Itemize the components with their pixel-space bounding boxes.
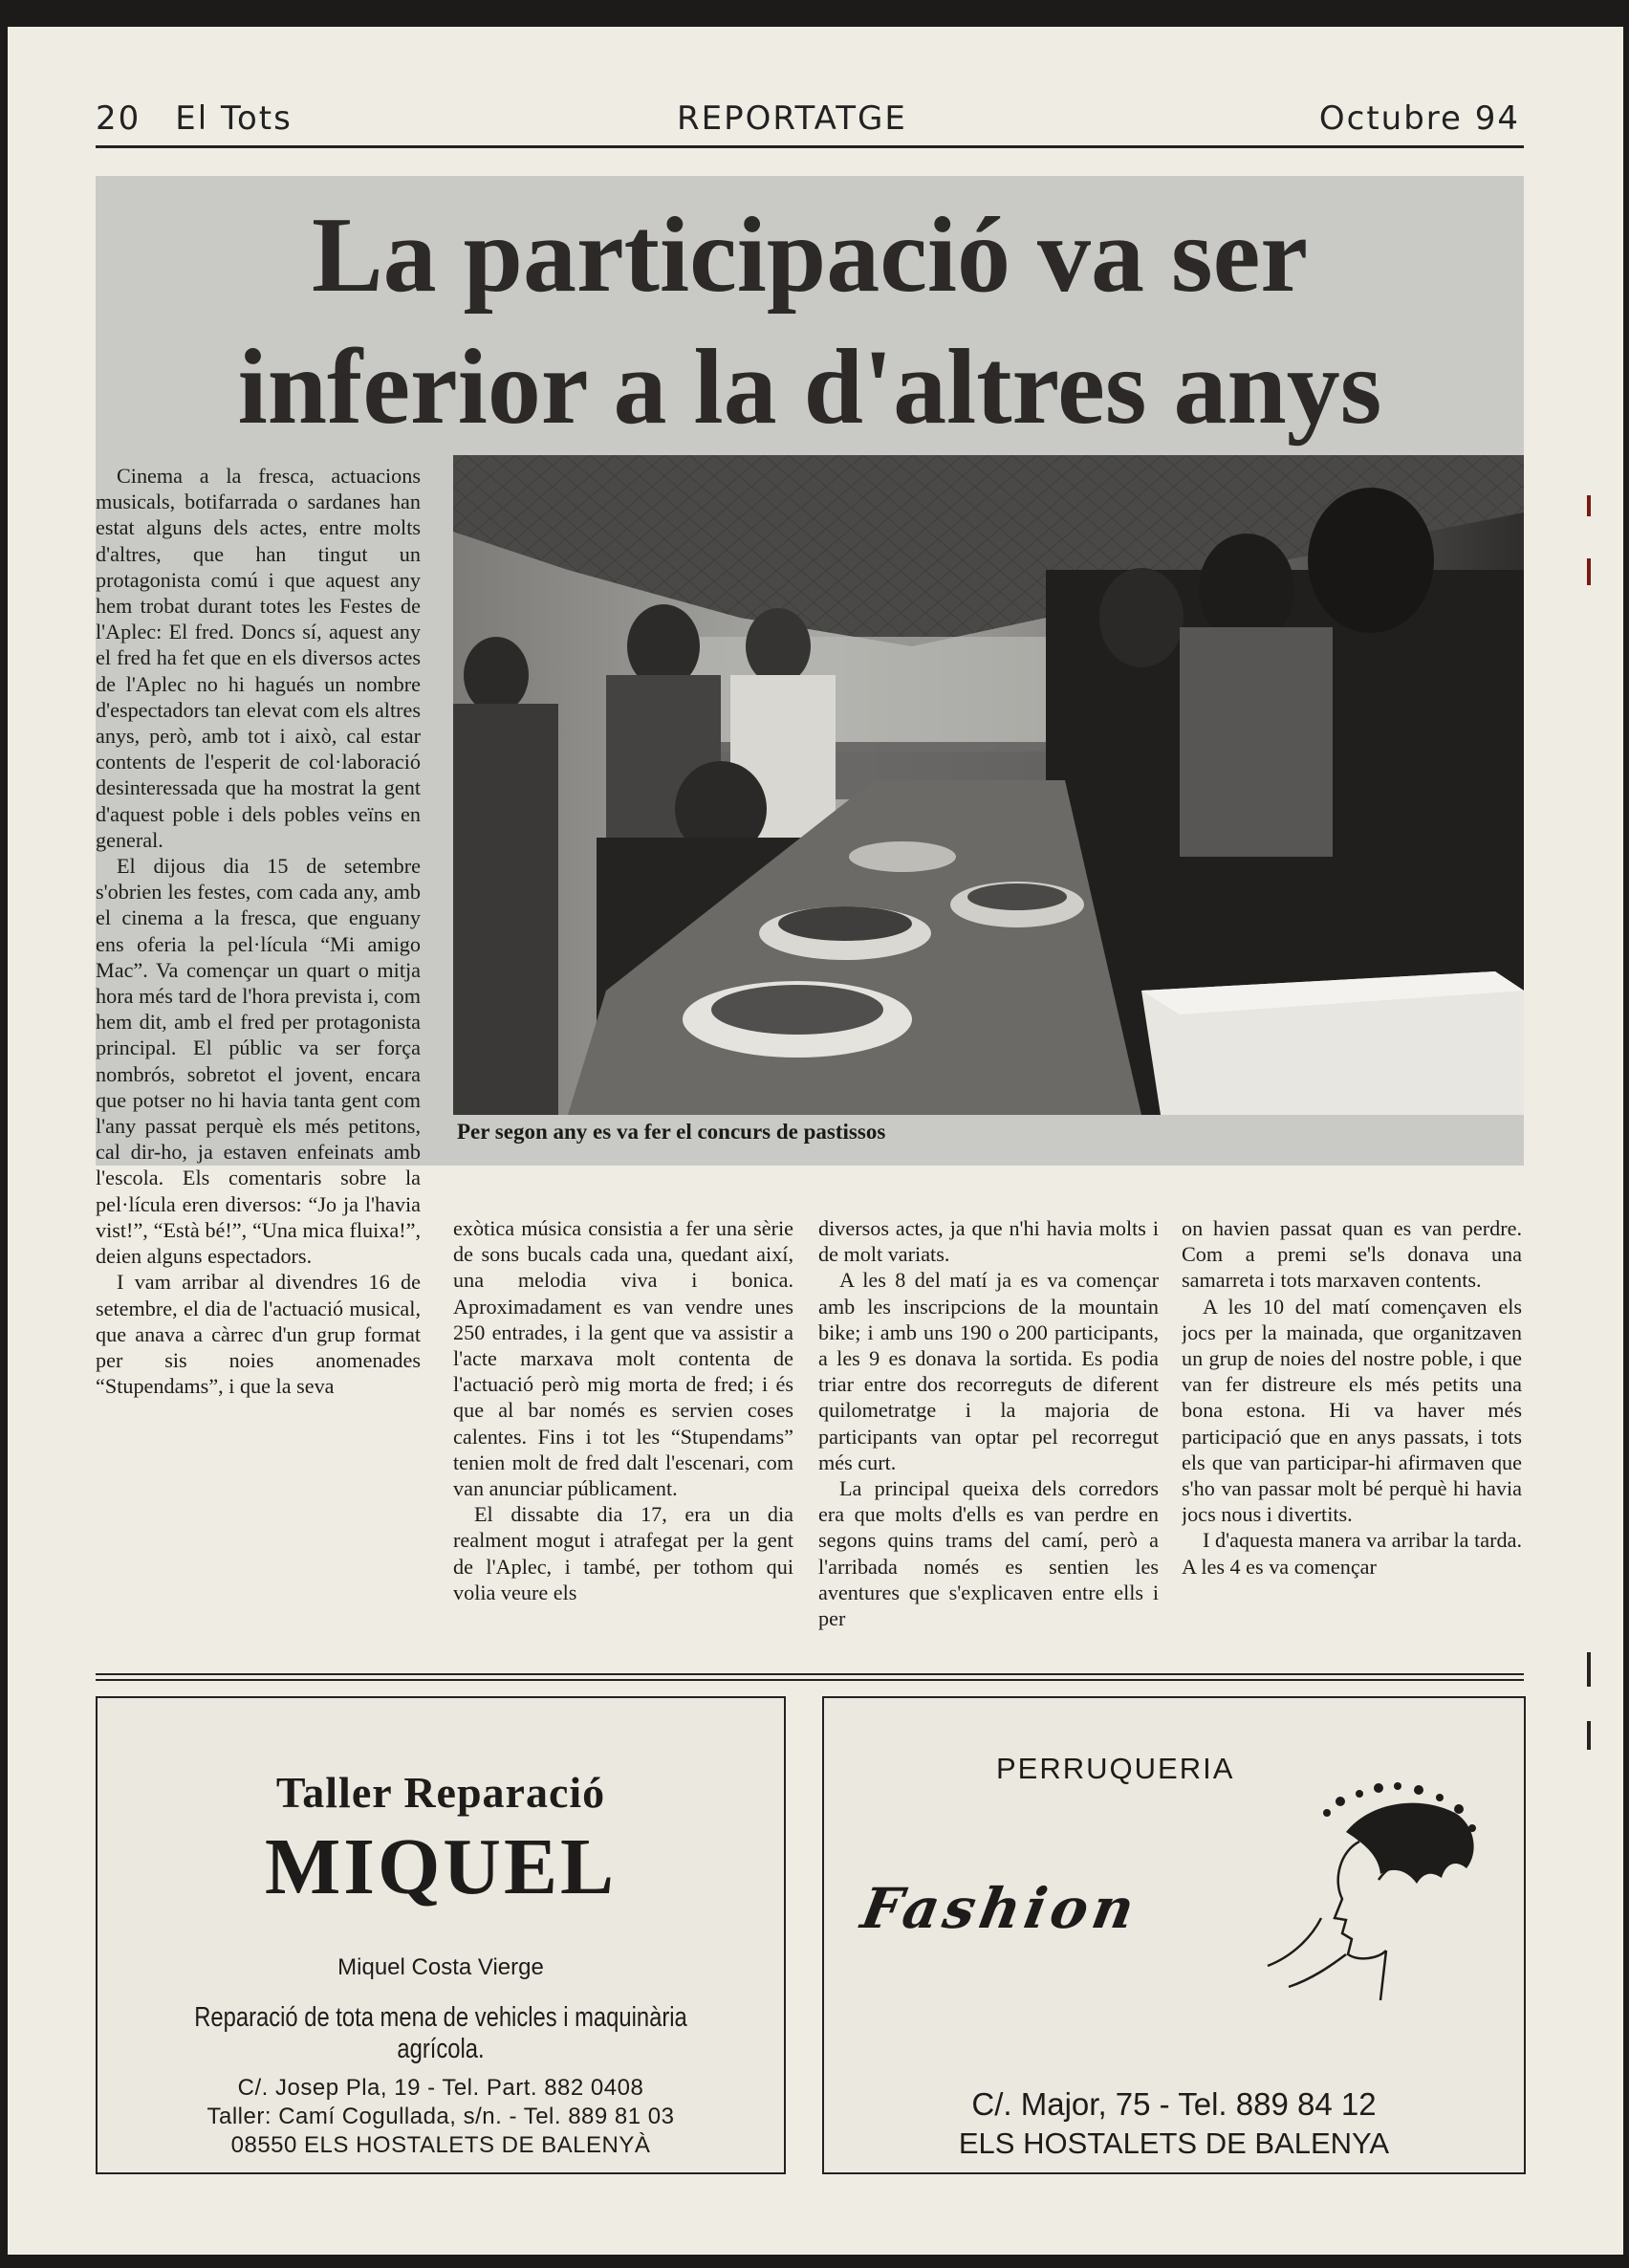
paragraph: exòtica música consistia a fer una sèrie de sons bucals cada una, quedant així, una melodia viva i bonica. Aproximadament es van vendre unes 250 entrades, i la gent que va assistir a l'acte marxava molt contenta de l'actuació però mig morta de fred; i és que al bar només es servien coses calentes. Fins i tot les “Stupendams” tenien molt de fred dalt l'escenari, com van anunciar públicament. [453,1216,793,1501]
paragraph: La principal queixa dels corredors era que molts d'ells es van perdre en segons quins trams del camí, però a l'arribada només es sentien les aventures que s'explicaven entre ells i per [818,1476,1159,1631]
paragraph: El dijous dia 15 de setembre s'obrien les festes, com cada any, amb el cinema a la fresca, que enguany ens oferia la pel·lícula “Mi amigo Mac”. Va començar un quart o mitja hora més tard de l'hora prevista i, com hem dit, amb el fred per protagonista principal. El públic va ser força nombrós, sobretot el jovent, encara que potser no hi havia tanta gent com l'any passat perquè els més petitons, cal dir-ho, ja estaven enfeinats amb l'escola. Els comentaris sobre la pel·lícula eren diversos: “Jo ja l'havia vist!”, “Està bé!”, “Una mica fluixa!”, deien alguns espectadors. [96,854,421,1269]
ads-divider [96,1679,1524,1681]
paragraph: diversos actes, ja que n'hi havia molts i de molt variats. [818,1216,1159,1267]
ad-business-name: MIQUEL [264,1822,618,1911]
ads-divider [96,1673,1524,1675]
paragraph: I vam arribar al divendres 16 de setembre, el dia de l'actuació musical, que anava a càrrec d'un grup format per sis noies anomenades “Stupendams”, i que la seva [96,1270,421,1399]
article-column-4 [1182,1215,1522,1674]
binder-mark [1587,558,1591,585]
ad-title: Taller Reparació [275,1768,606,1817]
headline-line-1: La participació va ser [311,196,1309,315]
ad-address-line: Taller: Camí Cogullada, s/n. - Tel. 889 81 03 [206,2104,675,2129]
ad-tagline: Reparació de tota mena de vehicles i maquinària agrícola. [194,2002,687,2064]
paragraph: El dissabte dia 17, era un dia realment mogut i atrafegat per la gent de l'Aplec, i també, per tothom qui volia veure els [453,1502,793,1604]
header-rule [96,145,1524,148]
article-column-1 [96,463,421,1648]
woman-profile-logo-icon [1254,1775,1484,2004]
ad-address-line: C/. Major, 75 - Tel. 889 84 12 [971,2086,1377,2122]
binder-mark [1587,1721,1591,1750]
ad-address-line: C/. Josep Pla, 19 - Tel. Part. 882 0408 [237,2075,644,2101]
paragraph: A les 8 del matí ja es va començar amb les inscripcions de la mountain bike; i amb uns 190 o 200 participants, a les 9 es donava la sortida. Es podia triar entre dos recorreguts de diferent quilometratge i la majoria de participants van optar pel recorregut més curt. [818,1268,1159,1474]
ad-address-line: 08550 ELS HOSTALETS DE BALENYÀ [230,2132,651,2158]
headline-line-2: inferior a la d'altres anys [237,328,1382,447]
photo-caption: Per segon any es va fer el concurs de pastissos [457,1120,886,1144]
paragraph: Cinema a la fresca, actuacions musicals, botifarrada o sardanes han estat alguns dels actes, entre molts d'altres, que han tingut un protagonista comú i que aquest any hem trobat durant totes les Festes de l'Aplec: El fred. Doncs sí, aquest any el fred ha fet que en els diversos actes de l'Aplec no hi hagués un nombre d'espectadors tan elevat com els altres anys, però, amb tot i això, cal estar contents de l'esperit de col·laboració desinteressada que ha mostrat la gent d'aquest poble i dels pobles veïns en general. [96,464,421,852]
section-label: REPORTATGE [677,99,907,138]
binder-mark [1587,495,1591,516]
ad-address-line: ELS HOSTALETS DE BALENYA [958,2126,1390,2160]
binder-mark [1587,1652,1591,1687]
ad-owner: Miquel Costa Vierge [337,1954,544,1980]
paragraph: A les 10 del matí començaven els jocs per la mainada, que organitzaven un grup de noies del nostre poble, i que van fer distreure els més petits una bona estona. Hi va haver més participació que en anys passats, i tots els que van participar-hi afirmaven que s'ho van passar molt bé perquè hi havia jocs nous i divertits. [1182,1294,1522,1527]
article-column-2 [453,1215,793,1674]
article-column-3 [818,1215,1159,1674]
issue-date: Octubre 94 [1318,99,1520,138]
article-headline [99,189,1520,453]
publication-name: El Tots [175,99,293,138]
header-page-info [96,99,293,138]
ad-title: PERRUQUERIA [996,1752,1235,1785]
paragraph: on havien passat quan es van perdre. Com a premi se'ls donava una samarreta i tots marxaven contents. [1182,1216,1522,1293]
newspaper-page [8,27,1623,2255]
page-number: 20 [96,99,141,138]
perruqueria-advertisement [822,1696,1526,2174]
taller-advertisement [96,1696,786,2174]
paragraph: I d'aquesta manera va arribar la tarda. A les 4 es va començar [1182,1528,1522,1579]
ad-business-name: Fashion [857,1876,1144,1941]
festival-photo [453,455,1524,1115]
